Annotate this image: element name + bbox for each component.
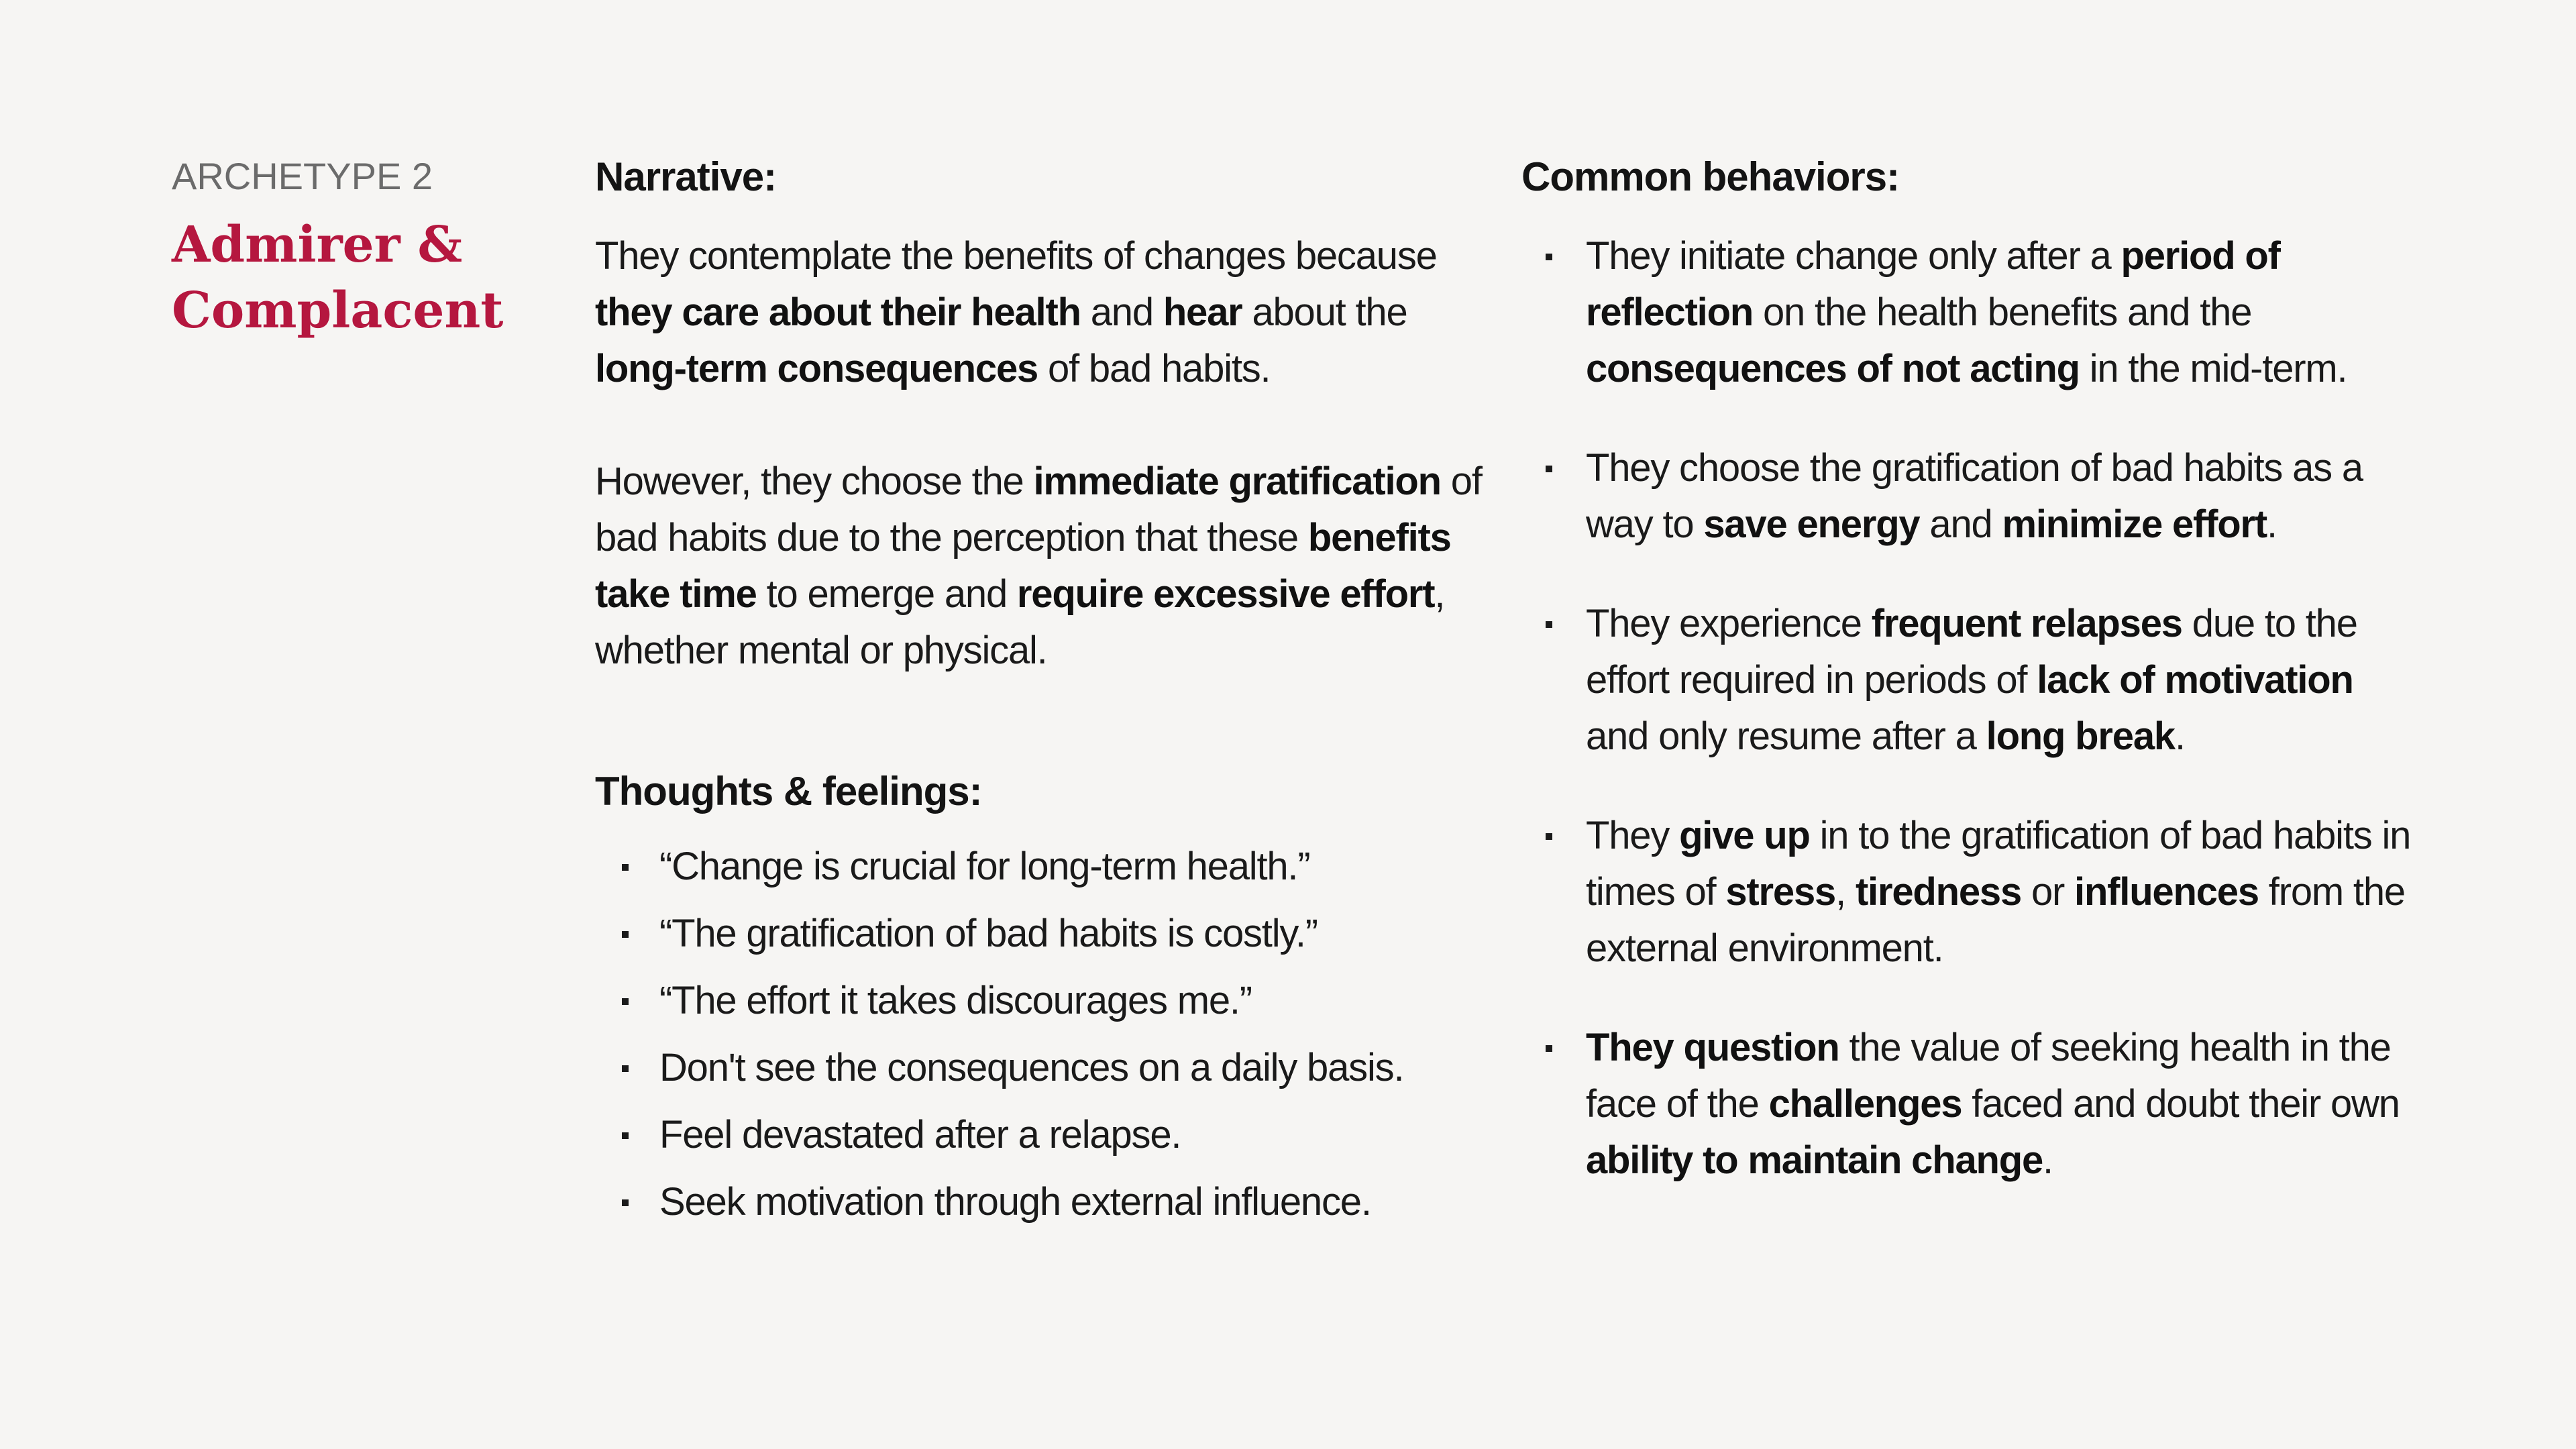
narrative-column bbox=[595, 153, 1494, 1241]
emphasis-text: tiredness bbox=[1855, 870, 2022, 914]
emphasis-text: give up bbox=[1679, 814, 1810, 857]
bullet-square-icon bbox=[1546, 254, 1552, 260]
behavior-text: They initiate change only after a period of reflection on the health benefits and the consequences of not acting in the mid-term. bbox=[1586, 234, 2347, 390]
thoughts-heading: Thoughts & feelings: bbox=[595, 769, 982, 814]
emphasis-text: influences bbox=[2074, 870, 2259, 914]
narrative-paragraph-1: They contemplate the benefits of changes because they care about their health and hear about the long-term consequences of bad habits. bbox=[595, 234, 1437, 390]
narrative-paragraph-2: However, they choose the immediate gratification of bad habits due to the perception that these benefits take time to emerge and require excessive effort, whether mental or physical. bbox=[595, 460, 1482, 672]
behavior-text: They experience frequent relapses due to the effort required in periods of lack of motivation and only resume after a long break. bbox=[1586, 602, 2357, 758]
emphasis-text: benefits take time bbox=[595, 516, 1451, 616]
emphasis-text: They question bbox=[1586, 1026, 1839, 1069]
archetype-eyebrow: ARCHETYPE 2 bbox=[172, 155, 433, 197]
narrative-heading: Narrative: bbox=[595, 154, 777, 199]
bullet-square-icon bbox=[622, 864, 629, 871]
bullet-square-icon bbox=[1546, 833, 1552, 840]
emphasis-text: challenges bbox=[1768, 1082, 1962, 1126]
emphasis-text: long-term consequences bbox=[595, 347, 1038, 390]
emphasis-text: stress bbox=[1725, 870, 1836, 914]
behavior-item bbox=[1521, 228, 2420, 397]
behavior-text: They give up in to the gratification of bad habits in times of stress, tiredness or influences from the external environment. bbox=[1586, 814, 2411, 970]
emphasis-text: consequences of not acting bbox=[1586, 347, 2080, 390]
behavior-item bbox=[1521, 596, 2420, 765]
bullet-square-icon bbox=[622, 1065, 629, 1072]
emphasis-text: period of reflection bbox=[1586, 234, 2280, 334]
thought-text: “The gratification of bad habits is costly.” bbox=[659, 912, 1318, 955]
emphasis-text: save energy bbox=[1703, 502, 1920, 546]
bullet-square-icon bbox=[1546, 466, 1552, 472]
emphasis-text: minimize effort bbox=[2002, 502, 2267, 546]
thought-item bbox=[595, 906, 1494, 962]
emphasis-text: hear bbox=[1163, 290, 1242, 334]
emphasis-text: long break bbox=[1986, 714, 2175, 758]
emphasis-text: ability to maintain change bbox=[1586, 1138, 2043, 1182]
bullet-square-icon bbox=[622, 1199, 629, 1206]
behavior-item bbox=[1521, 808, 2420, 977]
bullet-square-icon bbox=[622, 1132, 629, 1139]
behavior-item bbox=[1521, 440, 2420, 553]
emphasis-text: require excessive effort bbox=[1016, 572, 1435, 616]
thought-item bbox=[595, 1174, 1494, 1230]
thought-item bbox=[595, 973, 1494, 1029]
thoughts-list bbox=[595, 839, 1494, 1230]
archetype-header bbox=[172, 153, 547, 343]
bullet-square-icon bbox=[1546, 1045, 1552, 1052]
emphasis-text: lack of motivation bbox=[2037, 658, 2353, 702]
behavior-item bbox=[1521, 1020, 2420, 1189]
bullet-square-icon bbox=[622, 998, 629, 1005]
thought-text: Seek motivation through external influence. bbox=[659, 1180, 1371, 1224]
behaviors-heading: Common behaviors: bbox=[1521, 154, 1900, 199]
emphasis-text: frequent relapses bbox=[1871, 602, 2182, 645]
thought-text: Don't see the consequences on a daily basis. bbox=[659, 1046, 1404, 1089]
archetype-title-line2: Complacent bbox=[172, 282, 504, 339]
emphasis-text: they care about their health bbox=[595, 290, 1081, 334]
behavior-text: They choose the gratification of bad habits as a way to save energy and minimize effort. bbox=[1586, 446, 2363, 546]
behavior-text: They question the value of seeking health in the face of the challenges faced and doubt their own ability to maintain change. bbox=[1586, 1026, 2400, 1182]
thought-item bbox=[595, 839, 1494, 895]
archetype-title-line1: Admirer & bbox=[172, 216, 463, 274]
thought-text: “Change is crucial for long-term health.” bbox=[659, 845, 1310, 888]
thought-text: Feel devastated after a relapse. bbox=[659, 1113, 1181, 1157]
thought-item bbox=[595, 1107, 1494, 1163]
thought-item bbox=[595, 1040, 1494, 1096]
behaviors-list bbox=[1521, 228, 2420, 1189]
behaviors-column bbox=[1521, 153, 2420, 1232]
bullet-square-icon bbox=[1546, 621, 1552, 628]
thought-text: “The effort it takes discourages me.” bbox=[659, 979, 1252, 1022]
archetype-title bbox=[172, 212, 547, 343]
bullet-square-icon bbox=[622, 931, 629, 938]
emphasis-text: immediate gratification bbox=[1033, 460, 1441, 503]
